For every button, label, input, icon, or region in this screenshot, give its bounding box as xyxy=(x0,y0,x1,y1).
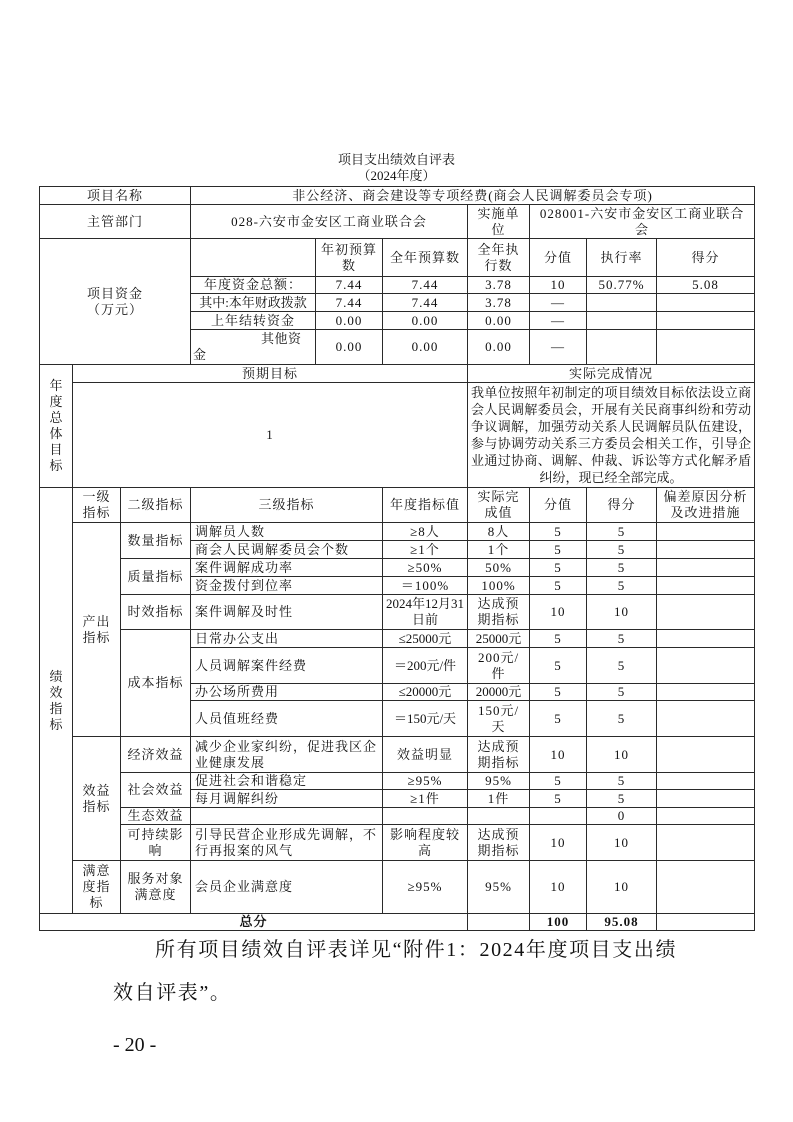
funding-row-weight: — xyxy=(530,312,587,330)
project-name-value: 非公经济、商会建设等专项经费(商会人民调解委员会专项) xyxy=(191,187,755,205)
funding-row-name: 上年结转资金 xyxy=(191,312,316,330)
funding-header-rate: 执行率 xyxy=(587,239,657,277)
funding-row-score xyxy=(657,294,755,312)
funding-row-full: 7.44 xyxy=(383,277,468,294)
indicator-actual: 50% xyxy=(468,559,530,577)
funding-header-initial: 年初预算数 xyxy=(316,239,383,277)
header-level2: 二级指标 xyxy=(121,488,191,523)
level2-quantity: 数量指标 xyxy=(121,523,191,559)
level2-ecological: 生态效益 xyxy=(121,808,191,825)
indicator-target: ≥95% xyxy=(383,773,468,790)
indicator-row xyxy=(40,630,755,648)
indicator-name: 会员企业满意度 xyxy=(191,861,383,914)
indicator-deviation xyxy=(657,523,755,541)
total-score: 95.08 xyxy=(587,914,657,931)
indicator-target xyxy=(383,808,468,825)
indicator-deviation xyxy=(657,630,755,648)
funding-row-name: 其中:本年财政拨款 xyxy=(191,294,316,312)
indicator-score: 5 xyxy=(587,630,657,648)
header-target: 年度指标值 xyxy=(383,488,468,523)
body-paragraph: 所有项目绩效自评表详见“附件1：2024年度项目支出绩效自评表”。 xyxy=(113,939,678,1004)
indicator-score: 10 xyxy=(587,861,657,914)
indicator-score: 5 xyxy=(587,701,657,737)
indicator-name: 案件调解成功率 xyxy=(191,559,383,577)
indicator-target: ≤20000元 xyxy=(383,684,468,701)
indicator-score: 10 xyxy=(587,595,657,630)
project-name-label: 项目名称 xyxy=(40,187,191,205)
indicator-row xyxy=(40,773,755,790)
funding-unit-text: （万元） xyxy=(86,301,143,317)
indicator-weight: 10 xyxy=(530,595,587,630)
expected-goal-value: 1 xyxy=(73,383,468,488)
indicator-name: 促进社会和谐稳定 xyxy=(191,773,383,790)
indicator-name: 人员调解案件经费 xyxy=(191,648,383,684)
indicator-actual: 1个 xyxy=(468,541,530,559)
level1-benefit: 效益指标 xyxy=(73,737,121,861)
indicator-row xyxy=(40,737,755,773)
indicator-deviation xyxy=(657,559,755,577)
indicator-score: 5 xyxy=(587,523,657,541)
indicator-row xyxy=(40,523,755,541)
indicator-name: 每月调解纠纷 xyxy=(191,790,383,808)
indicator-weight: 5 xyxy=(530,773,587,790)
indicator-deviation xyxy=(657,577,755,595)
funding-row-full: 0.00 xyxy=(383,312,468,330)
indicator-name: 引导民营企业形成先调解，不行再报案的风气 xyxy=(191,825,383,861)
indicator-score: 5 xyxy=(587,577,657,595)
funding-row-rate: 50.77% xyxy=(587,277,657,294)
indicator-weight: 5 xyxy=(530,523,587,541)
funding-row-executed: 0.00 xyxy=(468,330,530,365)
indicator-deviation xyxy=(657,790,755,808)
funding-label xyxy=(40,239,191,365)
funding-header-weight: 分值 xyxy=(530,239,587,277)
indicator-actual: 95% xyxy=(468,773,530,790)
funding-row-weight: — xyxy=(530,330,587,365)
indicator-weight: 5 xyxy=(530,684,587,701)
indicator-weight: 10 xyxy=(530,825,587,861)
level2-service-satisfaction: 服务对象满意度 xyxy=(121,861,191,914)
indicator-weight: 5 xyxy=(530,541,587,559)
indicator-score: 0 xyxy=(587,808,657,825)
indicator-score: 5 xyxy=(587,773,657,790)
header-score: 得分 xyxy=(587,488,657,523)
indicator-actual: 达成预期指标 xyxy=(468,737,530,773)
level2-timeliness: 时效指标 xyxy=(121,595,191,630)
indicator-target: ＝150元/天 xyxy=(383,701,468,737)
total-blank xyxy=(468,914,530,931)
funding-row-name: 其他资金 xyxy=(191,330,316,365)
funding-row-rate xyxy=(587,330,657,365)
performance-evaluation-table xyxy=(39,186,755,931)
level2-quality: 质量指标 xyxy=(121,559,191,595)
goals-label xyxy=(40,365,73,488)
funding-row-initial: 0.00 xyxy=(316,330,383,365)
department-value: 028-六安市金安区工商业联合会 xyxy=(191,205,468,239)
indicator-row xyxy=(40,808,755,825)
header-weight: 分值 xyxy=(530,488,587,523)
header-level1: 一级指标 xyxy=(73,488,121,523)
indicator-score: 5 xyxy=(587,648,657,684)
indicator-name: 人员值班经费 xyxy=(191,701,383,737)
funding-header-full: 全年预算数 xyxy=(383,239,468,277)
indicator-actual: 1件 xyxy=(468,790,530,808)
project-name-row xyxy=(40,187,755,205)
funding-row-full: 7.44 xyxy=(383,294,468,312)
goals-content-row xyxy=(40,383,755,488)
goals-header-row xyxy=(40,365,755,383)
funding-row-executed: 3.78 xyxy=(468,294,530,312)
funding-row-score xyxy=(657,330,755,365)
indicator-name xyxy=(191,808,383,825)
indicator-deviation xyxy=(657,541,755,559)
indicator-row xyxy=(40,825,755,861)
indicator-name: 减少企业家纠纷，促进我区企业健康发展 xyxy=(191,737,383,773)
indicator-weight: 10 xyxy=(530,861,587,914)
page-number: - 20 - xyxy=(113,1034,157,1056)
funding-header-row xyxy=(40,239,755,277)
funding-row-executed: 3.78 xyxy=(468,277,530,294)
indicator-weight xyxy=(530,808,587,825)
indicator-target: ≥95% xyxy=(383,861,468,914)
indicator-weight: 5 xyxy=(530,790,587,808)
indicators-header-row xyxy=(40,488,755,523)
level2-social: 社会效益 xyxy=(121,773,191,808)
header-actual: 实际完成值 xyxy=(468,488,530,523)
indicator-target: ≥1个 xyxy=(383,541,468,559)
funding-header-executed: 全年执行数 xyxy=(468,239,530,277)
level2-cost: 成本指标 xyxy=(121,630,191,737)
indicator-name: 日常办公支出 xyxy=(191,630,383,648)
indicator-score: 10 xyxy=(587,825,657,861)
total-row xyxy=(40,914,755,931)
funding-row-rate xyxy=(587,312,657,330)
funding-row-weight: — xyxy=(530,294,587,312)
indicator-target: 影响程度较高 xyxy=(383,825,468,861)
indicator-weight: 5 xyxy=(530,559,587,577)
indicator-score: 10 xyxy=(587,737,657,773)
indicator-actual: 达成预期指标 xyxy=(468,825,530,861)
indicator-deviation xyxy=(657,701,755,737)
funding-header-blank xyxy=(191,239,316,277)
indicator-actual xyxy=(468,808,530,825)
department-row xyxy=(40,205,755,239)
funding-row-score xyxy=(657,312,755,330)
indicator-name: 案件调解及时性 xyxy=(191,595,383,630)
funding-row-name: 年度资金总额： xyxy=(191,277,316,294)
actual-completion-header: 实际完成情况 xyxy=(468,365,755,383)
indicator-target: ≥1件 xyxy=(383,790,468,808)
indicator-score: 5 xyxy=(587,684,657,701)
indicator-actual: 25000元 xyxy=(468,630,530,648)
indicator-target: ＝100% xyxy=(383,577,468,595)
indicator-name: 调解员人数 xyxy=(191,523,383,541)
indicator-row xyxy=(40,559,755,577)
indicator-deviation xyxy=(657,861,755,914)
indicator-deviation xyxy=(657,648,755,684)
indicator-deviation xyxy=(657,773,755,790)
level2-sustainable: 可持续影响 xyxy=(121,825,191,861)
indicator-score: 5 xyxy=(587,559,657,577)
funding-row-score: 5.08 xyxy=(657,277,755,294)
funding-row-rate xyxy=(587,294,657,312)
indicator-weight: 10 xyxy=(530,737,587,773)
indicator-score: 5 xyxy=(587,790,657,808)
indicator-target: ≤25000元 xyxy=(383,630,468,648)
indicator-row xyxy=(40,861,755,914)
expected-goal-header: 预期目标 xyxy=(73,365,468,383)
total-weight: 100 xyxy=(530,914,587,931)
indicator-deviation xyxy=(657,684,755,701)
indicator-actual: 95% xyxy=(468,861,530,914)
header-deviation: 偏差原因分析及改进措施 xyxy=(657,488,755,523)
table-subtitle: （2024年度） xyxy=(357,168,436,183)
funding-row-weight: 10 xyxy=(530,277,587,294)
implementing-unit-value: 028001-六安市金安区工商业联合会 xyxy=(530,205,755,239)
indicator-weight: 5 xyxy=(530,648,587,684)
indicator-target: ≥8人 xyxy=(383,523,468,541)
funding-header-score: 得分 xyxy=(657,239,755,277)
implementing-unit-label: 实施单位 xyxy=(468,205,530,239)
header-level3: 三级指标 xyxy=(191,488,383,523)
indicator-row xyxy=(40,595,755,630)
indicator-target: 效益明显 xyxy=(383,737,468,773)
department-label: 主管部门 xyxy=(40,205,191,239)
funding-row-initial: 0.00 xyxy=(316,312,383,330)
indicator-weight: 5 xyxy=(530,701,587,737)
level1-output: 产出指标 xyxy=(73,523,121,737)
indicators-label-text: 绩效指标 xyxy=(49,668,63,732)
funding-row-initial: 7.44 xyxy=(316,294,383,312)
table-title: 项目支出绩效自评表 xyxy=(337,152,455,167)
indicator-actual: 8人 xyxy=(468,523,530,541)
indicator-actual: 达成预期指标 xyxy=(468,595,530,630)
indicator-name: 资金拨付到位率 xyxy=(191,577,383,595)
indicator-actual: 20000元 xyxy=(468,684,530,701)
indicator-target: ≥50% xyxy=(383,559,468,577)
level1-satisfaction: 满意度指标 xyxy=(73,861,121,914)
indicator-name: 商会人民调解委员会个数 xyxy=(191,541,383,559)
total-label: 总分 xyxy=(40,914,468,931)
indicator-name: 办公场所费用 xyxy=(191,684,383,701)
indicator-target: 2024年12月31日前 xyxy=(383,595,468,630)
indicator-weight: 5 xyxy=(530,577,587,595)
funding-row-initial: 7.44 xyxy=(316,277,383,294)
indicator-actual: 150元/天 xyxy=(468,701,530,737)
indicator-deviation xyxy=(657,737,755,773)
indicator-deviation xyxy=(657,595,755,630)
actual-completion-text: 我单位按照年初制定的项目绩效目标依法设立商会人民调解委员会，开展有关民商事纠纷和劳动争议调解，加强劳动关系人民调解员队伍建设，参与协调劳动关系三方委员会相关工作，引导企业通过协商、调解、仲裁、诉讼等方式化解矛盾纠纷，现已经全部完成。 xyxy=(468,383,755,488)
indicator-score: 5 xyxy=(587,541,657,559)
funding-label-text: 项目资金 xyxy=(86,285,143,301)
indicators-label xyxy=(40,488,73,914)
goals-label-text: 年度总体目标 xyxy=(49,378,63,473)
indicator-deviation xyxy=(657,808,755,825)
indicator-actual: 200元/件 xyxy=(468,648,530,684)
total-deviation xyxy=(657,914,755,931)
indicator-target: ＝200元/件 xyxy=(383,648,468,684)
funding-row-executed: 0.00 xyxy=(468,312,530,330)
level2-economic: 经济效益 xyxy=(121,737,191,773)
indicator-weight: 5 xyxy=(530,630,587,648)
funding-row-full: 0.00 xyxy=(383,330,468,365)
indicator-actual: 100% xyxy=(468,577,530,595)
indicator-deviation xyxy=(657,825,755,861)
